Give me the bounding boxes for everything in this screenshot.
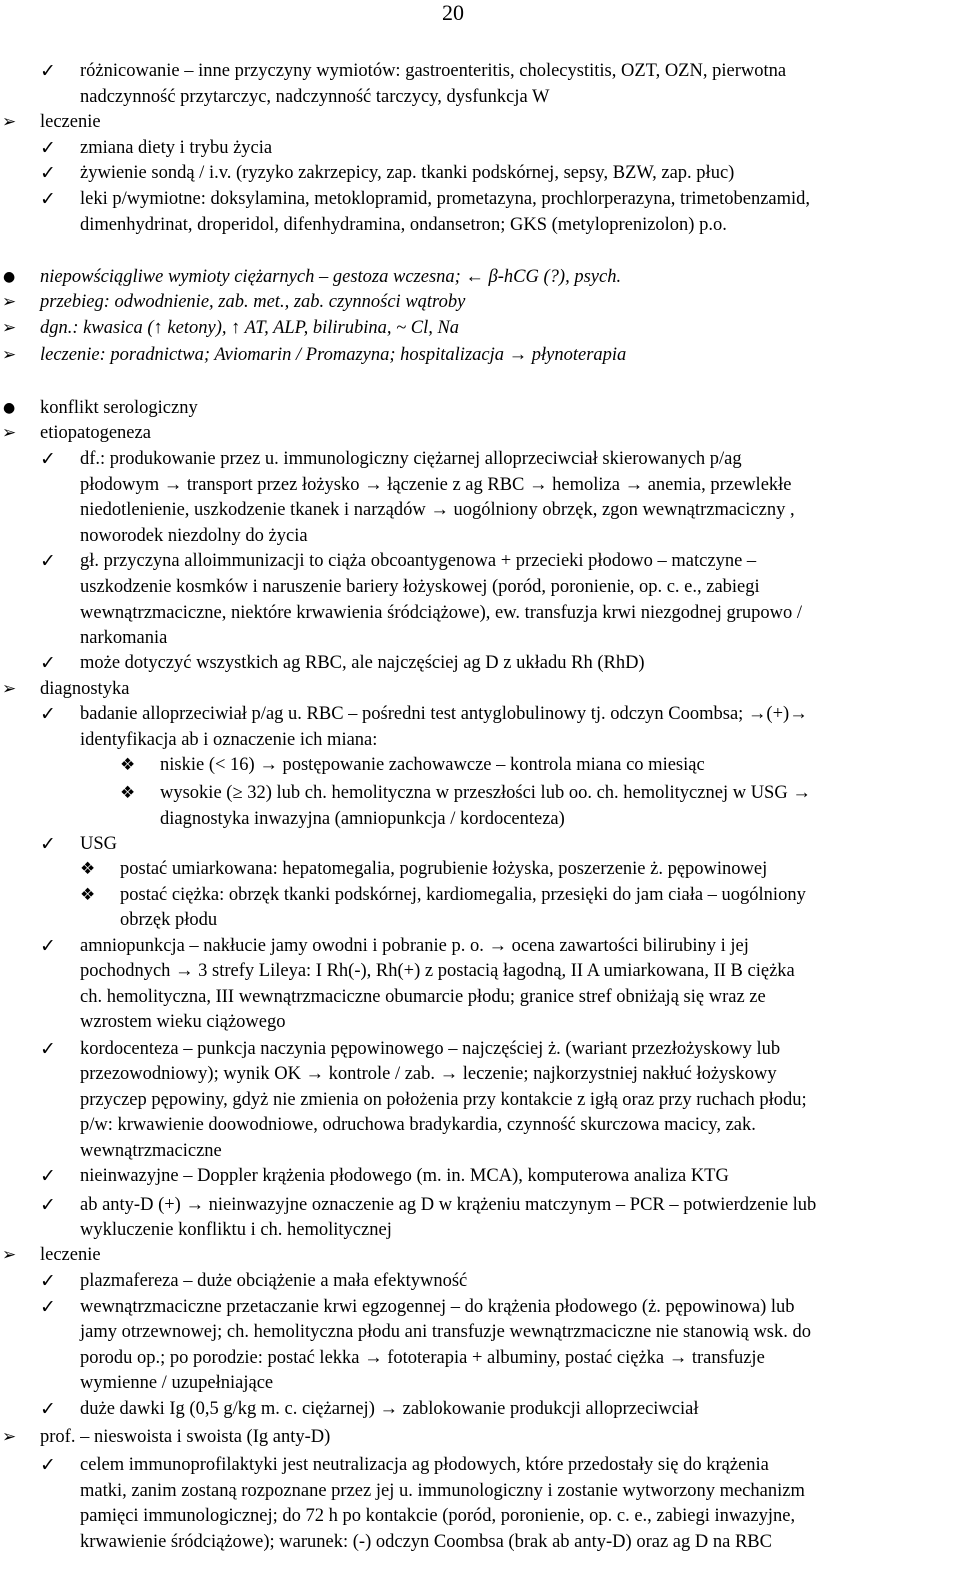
checkmark-icon: ✓	[40, 1296, 56, 1318]
line-text: niepowściągliwe wymioty ciężarnych – gestoza wczesna; ← β-hCG (?), psych.	[40, 267, 622, 287]
arrowhead-bullet-icon: ➢	[2, 679, 17, 699]
line-text: leczenie: poradnictwa; Aviomarin / Promazyna; hospitalizacja → płynoterapia	[40, 345, 627, 365]
line-text: noworodek niezdolny do życia	[80, 526, 308, 546]
line-text: matki, zanim zostaną rozpoznane przez jej u. immunologiczny i zostanie wytworzony mechanizm	[80, 1481, 805, 1501]
arrowhead-bullet-icon: ➢	[2, 423, 17, 443]
line-text: postać umiarkowana: hepatomegalia, pogrubienie łożyska, poszerzenie ż. pępowinowej	[120, 859, 768, 879]
line-text: różnicowanie – inne przyczyny wymiotów: gastroenteritis, cholecystitis, OZT, OZN, pierwotna	[80, 61, 787, 81]
checkmark-icon: ✓	[40, 448, 56, 470]
line-text: prof. – nieswoista i swoista (Ig anty-D)	[40, 1427, 331, 1447]
line-text: badanie alloprzeciwiał p/ag u. RBC – pośredni test antyglobulinowy tj. odczyn Coombsa; →(+)→	[80, 704, 808, 724]
arrowhead-bullet-icon: ➢	[2, 318, 17, 338]
line-text: ch. hemolityczna, III wewnątrzmaciczne obumarcie płodu; granice stref obniżają się wraz ze	[80, 987, 766, 1007]
line-text: leczenie	[40, 1245, 101, 1265]
checkmark-icon: ✓	[40, 550, 56, 572]
line-text: przebieg: odwodnienie, zab. met., zab. czynności wątroby	[40, 292, 466, 312]
checkmark-icon: ✓	[40, 162, 56, 184]
line-text: wzrostem wieku ciążowego	[80, 1012, 286, 1032]
line-text: krwawienie śródciążowe); warunek: (-) odczyn Coombsa (brak ab anty-D) oraz ag D na RBC	[80, 1532, 772, 1552]
checkmark-icon: ✓	[40, 1270, 56, 1292]
line-text: przezowodniowy); wynik OK → kontrole / zab. → leczenie; najkorzystniej nakłuć łożyskowy	[80, 1064, 777, 1084]
arrowhead-bullet-icon: ➢	[2, 292, 17, 312]
checkmark-icon: ✓	[40, 1165, 56, 1187]
line-text: jamy otrzewnowej; ch. hemolityczna płodu ani transfuzje wewnątrzmaciczne nie stanowią wsk. do	[80, 1322, 812, 1342]
line-text: p/w: krwawienie doowodniowe, odruchowa bradykardia, czynność skurczowa macicy, zak.	[80, 1115, 756, 1135]
line-text: nadczynność przytarczyc, nadczynność tarczycy, dysfunkcja W	[80, 87, 550, 107]
line-text: narkomania	[80, 628, 168, 648]
line-text: nieinwazyjne – Doppler krążenia płodowego (m. in. MCA), komputerowa analiza KTG	[80, 1166, 729, 1186]
line-text: df.: produkowanie przez u. immunologiczny ciężarnej alloprzeciwciał skierowanych p/ag	[80, 449, 742, 469]
diamond-bullet-icon: ❖	[120, 783, 136, 803]
checkmark-icon: ✓	[40, 1038, 56, 1060]
line-text: niskie (< 16) → postępowanie zachowawcze – kontrola miana co miesiąc	[160, 755, 705, 775]
checkmark-icon: ✓	[40, 60, 56, 82]
line-text: leczenie	[40, 112, 101, 132]
page-number: 20	[442, 0, 464, 25]
line-text: dimenhydrinat, droperidol, difenhydramina, ondansetron; GKS (metyloprenizolon) p.o.	[80, 215, 727, 235]
diamond-bullet-icon: ❖	[80, 885, 96, 905]
line-text: wewnątrzmaciczne przetaczanie krwi egzogennej – do krążenia płodowego (ż. pępowinowa) lub	[80, 1297, 795, 1317]
line-text: niedotlenienie, uszkodzenie tkanek i narządów → uogólniony obrzęk, zgon wewnątrzmaciczny ,	[80, 500, 795, 520]
checkmark-icon: ✓	[40, 1398, 56, 1420]
checkmark-icon: ✓	[40, 652, 56, 674]
line-text: pamięci immunologicznej; do 72 h po kontakcie (poród, poronienie, op. c. e., zabiegi inwazyjne,	[80, 1506, 796, 1526]
checkmark-icon: ✓	[40, 833, 56, 855]
round-bullet-icon: ●	[3, 269, 16, 285]
line-text: ab anty-D (+) → nieinwazyjne oznaczenie ag D w krążeniu matczynym – PCR – potwierdzenie lub	[80, 1195, 817, 1215]
line-text: wykluczenie konfliktu i ch. hemolitycznej	[80, 1220, 392, 1240]
line-text: kordocenteza – punkcja naczynia pępowinowego – najczęściej ż. (wariant przezłożyskowy lub	[80, 1039, 781, 1059]
line-text: USG	[80, 834, 118, 854]
line-text: gł. przyczyna alloimmunizacji to ciąża obcoantygenowa + przecieki płodowo – matczyne –	[80, 551, 757, 571]
diamond-bullet-icon: ❖	[80, 859, 96, 879]
line-text: amniopunkcja – nakłucie jamy owodni i pobranie p. o. → ocena zawartości bilirubiny i jej	[80, 936, 749, 956]
line-text: wymienne / uzupełniające	[80, 1373, 274, 1393]
line-text: duże dawki Ig (0,5 g/kg m. c. ciężarnej) → zablokowanie produkcji alloprzeciwciał	[80, 1399, 699, 1419]
line-text: wysokie (≥ 32) lub ch. hemolityczna w przeszłości lub oo. ch. hemolitycznej w USG →	[160, 783, 811, 803]
arrowhead-bullet-icon: ➢	[2, 345, 17, 365]
line-text: leki p/wymiotne: doksylamina, metoklopramid, prometazyna, prochlorperazyna, trimetobenzamid,	[80, 189, 811, 209]
line-text: diagnostyka inwazyjna (amniopunkcja / kordocenteza)	[160, 809, 565, 829]
line-text: porodu op.; po porodzie: postać lekka → fototerapia + albuminy, postać ciężka → transfuzje	[80, 1348, 765, 1368]
line-text: plazmafereza – duże obciążenie a mała efektywność	[80, 1271, 468, 1291]
line-text: konflikt serologiczny	[40, 398, 198, 418]
arrowhead-bullet-icon: ➢	[2, 112, 17, 132]
line-text: wewnątrzmaciczne	[80, 1141, 222, 1161]
line-text: płodowym → transport przez łożysko → łączenie z ag RBC → hemoliza → anemia, przewlekłe	[80, 475, 792, 495]
checkmark-icon: ✓	[40, 188, 56, 210]
line-text: wewnątrzmaciczne, niektóre krwawienia śródciążowe), ew. transfuzja krwi niezgodnej grupowo /	[80, 603, 803, 623]
line-text: pochodnych → 3 strefy Lileya: I Rh(-), Rh(+) z postacią łagodną, II A umiarkowana, II B ciężka	[80, 961, 795, 981]
checkmark-icon: ✓	[40, 137, 56, 159]
arrowhead-bullet-icon: ➢	[2, 1427, 17, 1447]
line-text: obrzęk płodu	[120, 910, 218, 930]
round-bullet-icon: ●	[3, 400, 16, 416]
diamond-bullet-icon: ❖	[120, 755, 136, 775]
line-text: identyfikacja ab i oznaczenie ich miana:	[80, 730, 378, 750]
line-text: diagnostyka	[40, 679, 130, 699]
line-text: zmiana diety i trybu życia	[80, 138, 273, 158]
checkmark-icon: ✓	[40, 1454, 56, 1476]
line-text: etiopatogeneza	[40, 423, 151, 443]
checkmark-icon: ✓	[40, 703, 56, 725]
line-text: może dotyczyć wszystkich ag RBC, ale najczęściej ag D z układu Rh (RhD)	[80, 653, 645, 673]
line-text: żywienie sondą / i.v. (ryzyko zakrzepicy, zap. tkanki podskórnej, sepsy, BZW, zap. płuc)	[80, 163, 735, 183]
line-text: uszkodzenie kosmków i naruszenie bariery łożyskowej (poród, poronienie, op. c. e., zabiegi	[80, 577, 760, 597]
line-text: celem immunoprofilaktyki jest neutralizacja ag płodowych, które przedostały się do krążenia	[80, 1455, 769, 1475]
arrowhead-bullet-icon: ➢	[2, 1245, 17, 1265]
line-text: przyczep pępowiny, gdyż nie zmienia on położenia przy kontakcie z igłą oraz przy ruchach płodu;	[80, 1090, 807, 1110]
checkmark-icon: ✓	[40, 935, 56, 957]
line-text: postać ciężka: obrzęk tkanki podskórnej, kardiomegalia, przesięki do jam ciała – uogólniony	[120, 885, 806, 905]
checkmark-icon: ✓	[40, 1194, 56, 1216]
line-text: dgn.: kwasica (↑ ketony), ↑ AT, ALP, bilirubina, ~ Cl, Na	[40, 318, 460, 338]
